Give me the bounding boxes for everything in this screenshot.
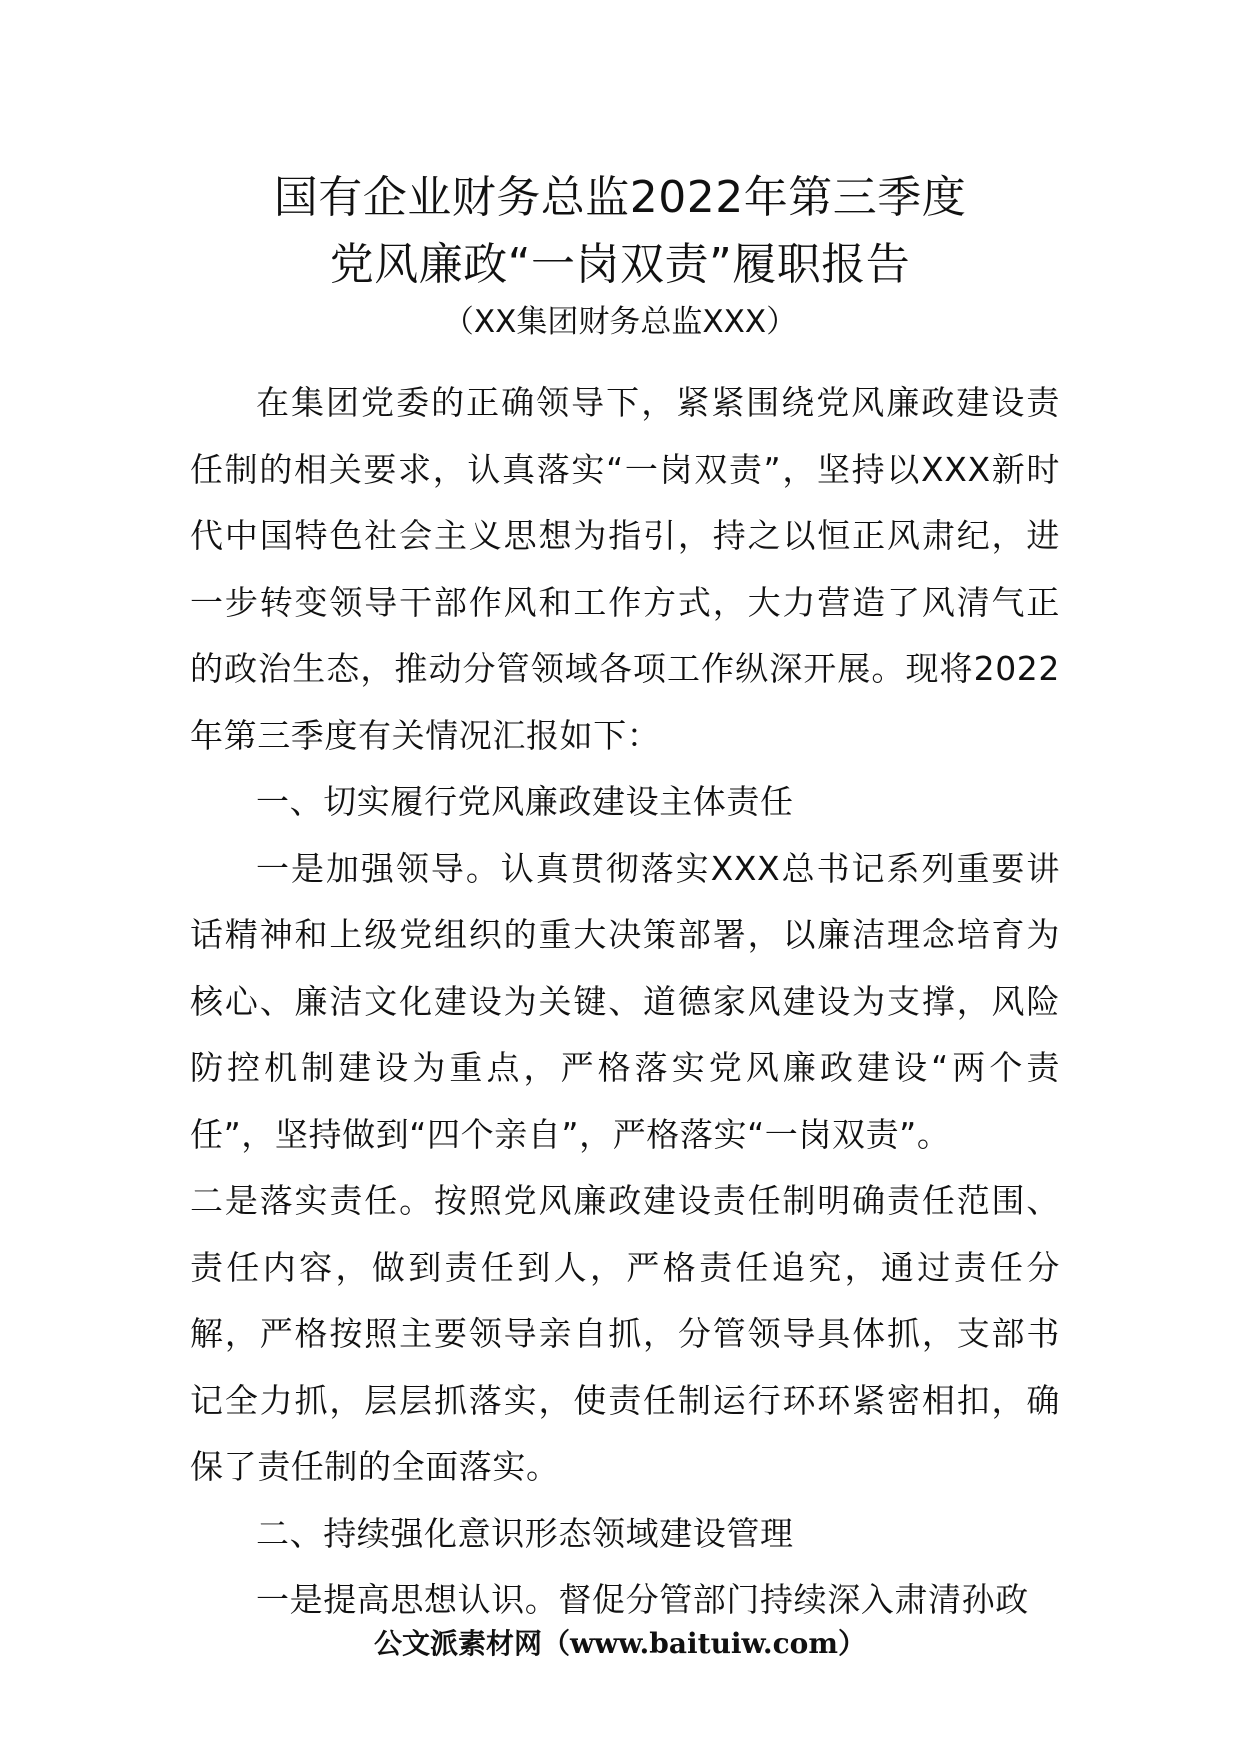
section-heading-2: 二、持续强化意识形态领域建设管理 (256, 1513, 794, 1553)
intro-paragraph: 在集团党委的正确领导下，紧紧围绕党风廉政建设责任制的相关要求，认真落实“一岗双责”，坚持以XXX新时代中国特色社会主义思想为指引，持之以恒正风肃纪，进一步转变领导干部作风和工作方式，大力营造了风清气正的政治生态，推动分管领域各项工作纵深开展。现将2022年第三季度有关情况汇报如下： (190, 383, 1060, 755)
body-paragraph: 二是落实责任。按照党风廉政建设责任制明确责任范围、责任内容，做到责任到人，严格责任追究，通过责任分解，严格按照主要领导亲自抓，分管领导具体抓，支部书记全力抓，层层抓落实，使责任制运行环环紧密相扣，确保了责任制的全面落实。 (190, 1181, 1060, 1486)
section-heading-1: 一、切实履行党风廉政建设主体责任 (256, 782, 794, 821)
document-title-line-1: 国有企业财务总监2022年第三季度 (273, 172, 967, 223)
body-paragraph: 一是加强领导。认真贯彻落实XXX总书记系列重要讲话精神和上级党组织的重大决策部署，以廉洁理念培育为核心、廉洁文化建设为关键、道德家风建设为支撑，风险防控机制建设为重点，严格落实党风廉政建设“两个责任”，坚持做到“四个亲自”，严格落实“一岗双责”。 (190, 848, 1060, 1154)
document-title-line-2: 党风廉政“一岗双责”履职报告 (329, 239, 911, 290)
document-body (190, 370, 1060, 1634)
footer-watermark: 公文派素材网（www.baituiw.com） (374, 1627, 866, 1660)
document-author: （XX集团财务总监XXX） (442, 304, 798, 340)
body-paragraph: 一是提高思想认识。督促分管部门持续深入肃清孙政 (256, 1580, 1029, 1619)
